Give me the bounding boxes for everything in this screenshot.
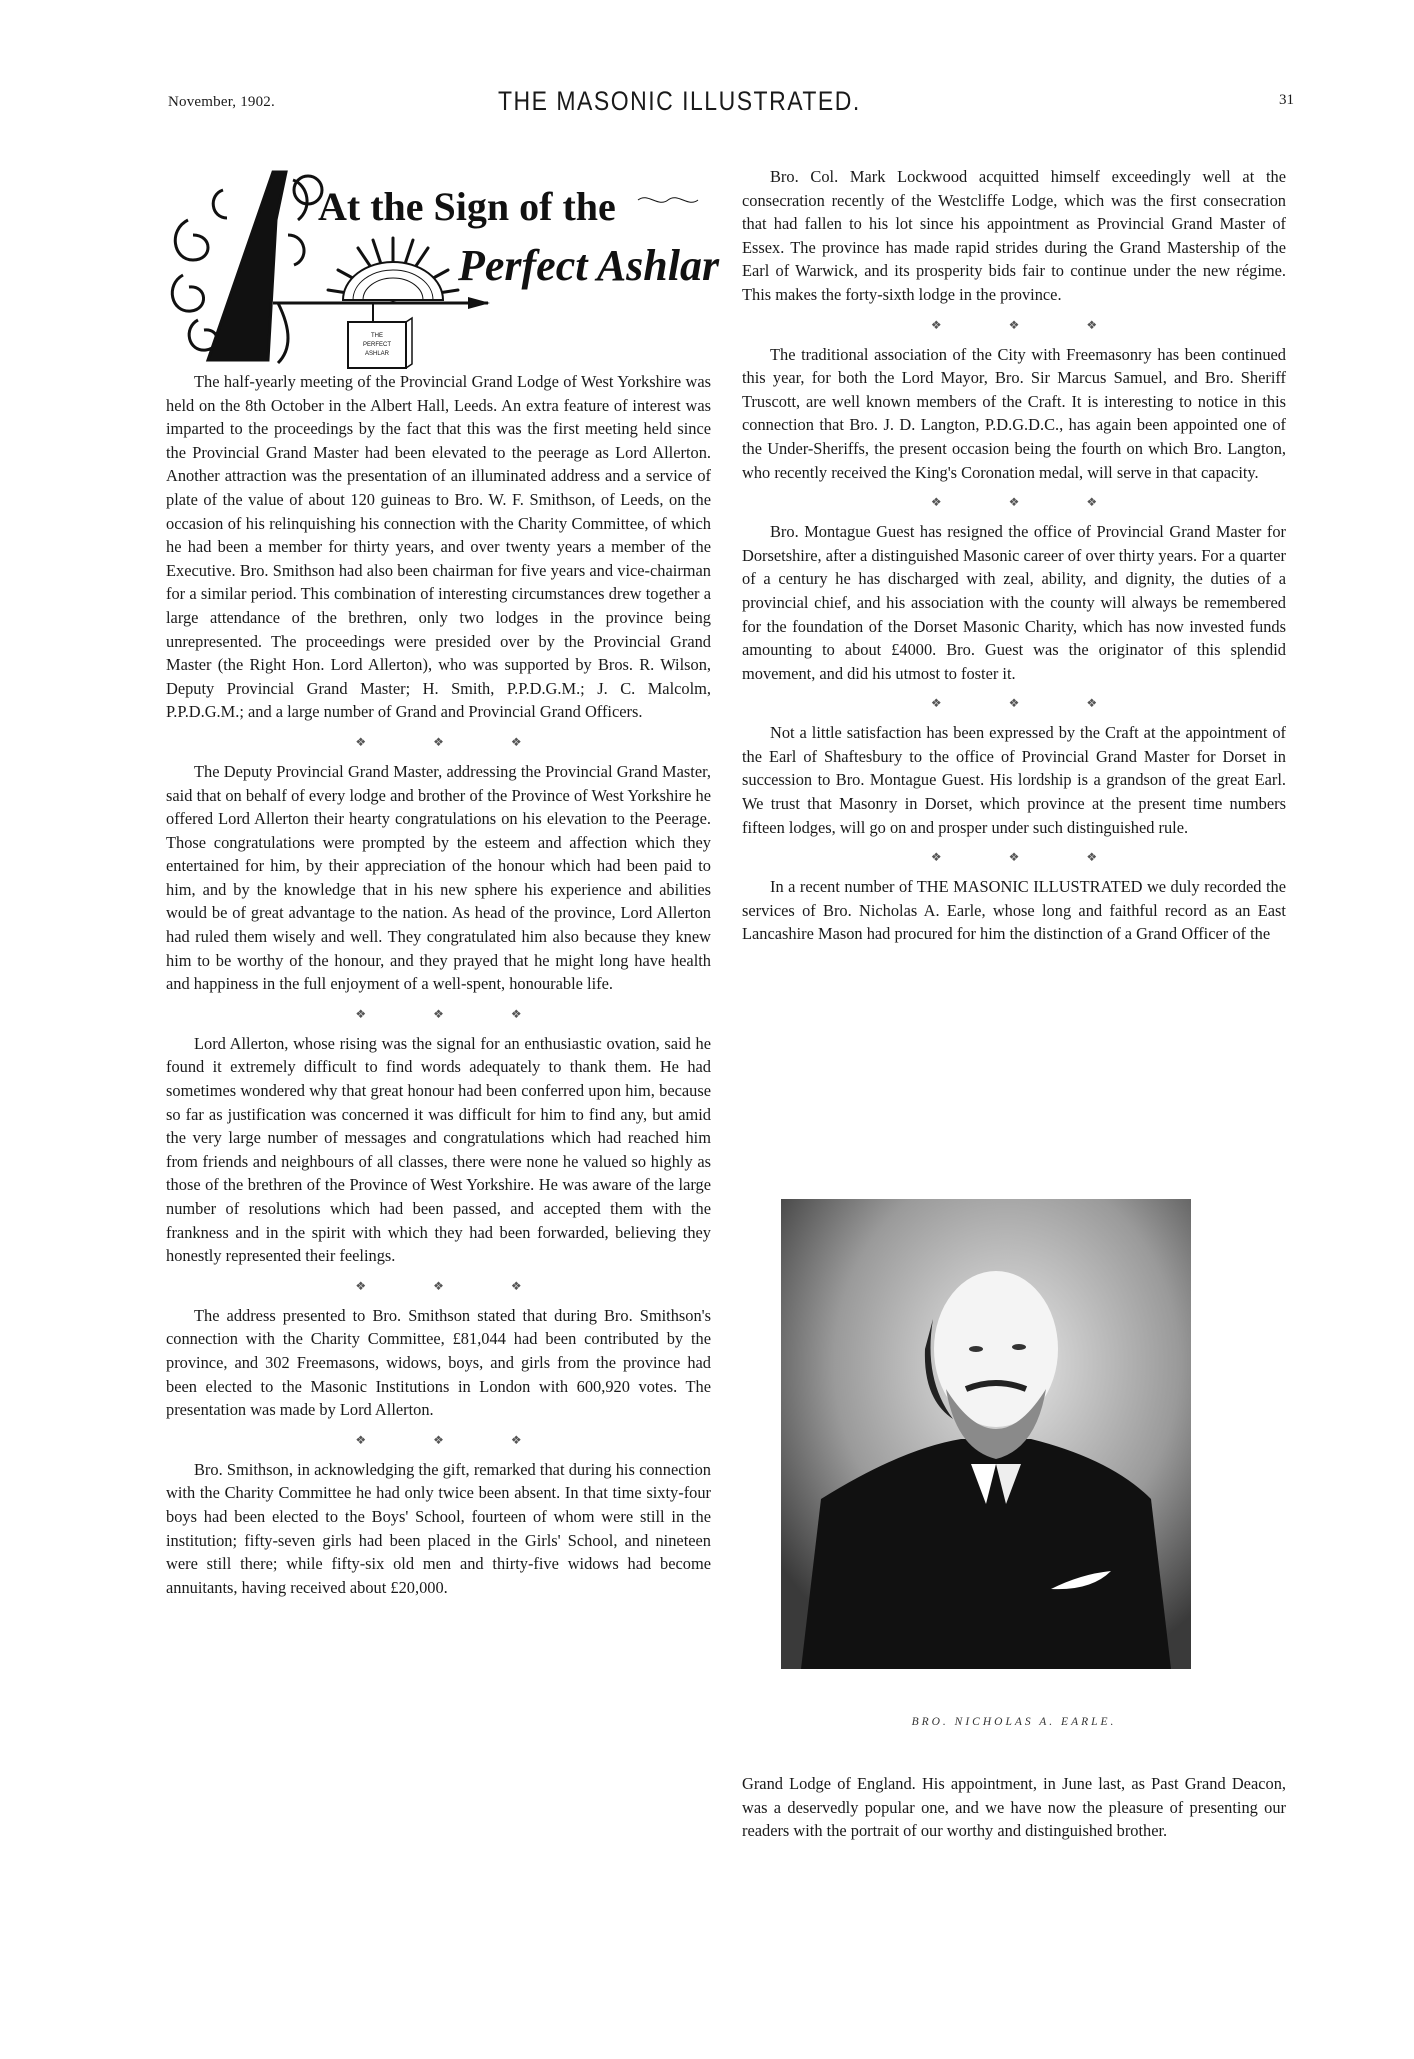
banner-line-1: At the Sign of the (318, 184, 616, 229)
article-paragraph: Not a little satisfaction has been expressed by the Craft at the appointment of the Earl of Shaftesbury to the office of Provincial Grand Master for Dorset in succession to Bro. Montague Guest. His lordship is a grandson of the great Earl. We trust that Masonry in Dorset, which province at the present time numbers fifteen lodges, will go on and prosper under such distinguished rule. (742, 723, 1286, 837)
section-separator-icon: ❖ ❖ ❖ (930, 317, 1130, 332)
svg-text:PERFECT: PERFECT (362, 342, 392, 348)
right-column-continuation (742, 1772, 1286, 1843)
publication-title: THE MASONIC ILLUSTRATED. (498, 85, 861, 116)
running-header (168, 85, 1294, 118)
section-separator-icon: ❖ ❖ ❖ (930, 696, 1130, 711)
section-separator-icon: ❖ ❖ ❖ (355, 1006, 554, 1021)
photo-caption: BRO. NICHOLAS A. EARLE. (911, 1716, 1117, 1728)
section-separator-icon: ❖ ❖ ❖ (930, 495, 1130, 510)
article-paragraph: The half-yearly meeting of the Provincial Grand Lodge of West Yorkshire was held on the 8th October in the Albert Hall, Leeds. An extra feature of interest was imparted to the proceedings by the fact that this was the first meeting held since the Provincial Grand Master had been elevated to the peerage as Lord Allerton. Another attraction was the presentation of an illuminated address and a service of plate of the value of about 120 guineas to Bro. W. F. Smithson, of Leeds, on the occasion of his relinquishing his connection with the Charity Committee, of which he had been a member for thirty years, and over twenty years a member of the Executive. Bro. Smithson had also been chairman for five years and vice-chairman for a similar period. This combination of interesting circumstances drew together a large attendance of the brethren, only two lodges in the province being unrepresented. The proceedings were presided over by the Provincial Grand Master (the Right Hon. Lord Allerton), who was supported by Bros. R. Wilson, Deputy Provincial Grand Master; H. Smith, P.P.D.G.M.; J. C. Malcolm, P.P.D.G.M.; and a large number of Grand and Provincial Grand Officers. (166, 372, 711, 722)
section-separator-icon: ❖ ❖ ❖ (355, 1432, 554, 1447)
svg-text:ASHLAR: ASHLAR (364, 351, 390, 357)
section-separator-icon: ❖ ❖ ❖ (355, 1278, 554, 1293)
section-separator-icon: ❖ ❖ ❖ (355, 734, 554, 749)
article-paragraph: Lord Allerton, whose rising was the signal for an enthusiastic ovation, said he found it extremely difficult to find words adequately to thank them. He had sometimes wondered why that great honour had been conferred upon him, because so far as justification was concerned it was difficult for him to find any, but amid the very large number of messages and congratulations which had reached him from friends and neighbours of all classes, there were none he valued so highly as those of the brethren of the Province of West Yorkshire. He was aware of the large number of resolutions which had been passed, and accepted them with the frankness and in the spirit with which they had been forwarded, believing they honestly represented their feelings. (166, 1033, 711, 1266)
perfect-ashlar-illustration-icon (168, 160, 728, 370)
article-paragraph: Bro. Col. Mark Lockwood acquitted himself exceedingly well at the consecration recently of the Westcliffe Lodge, which was the first consecration that had fallen to his lot since his appointment as Provincial Grand Master of Essex. The province has made rapid strides during the Grand Mastership of the Earl of Warwick, and its prosperity bids fair to continue under the new régime. This makes the forty-sixth lodge in the province. (742, 167, 1286, 304)
portrait-image-icon (781, 1199, 1191, 1669)
article-paragraph: In a recent number of THE MASONIC ILLUSTRATED we duly recorded the services of Bro. Nicholas A. Earle, whose long and faithful record as an East Lancashire Mason had procured for him the distinction of a Grand Officer of the (742, 877, 1286, 944)
article-paragraph: The traditional association of the City with Freemasonry has been continued this year, for both the Lord Mayor, Bro. Sir Marcus Samuel, and Bro. Sheriff Truscott, are well known members of the Craft. It is interesting to notice in this connection that Bro. J. D. Langton, P.D.G.D.C., has again been appointed one of the Under-Sheriffs, the present occasion being the fourth on which Bro. Langton, who recently received the King's Coronation medal, will serve in that capacity. (742, 344, 1286, 482)
portrait-photo (781, 1199, 1191, 1669)
left-column (166, 370, 711, 1599)
svg-text:THE: THE (371, 333, 383, 339)
section-separator-icon: ❖ ❖ ❖ (930, 850, 1130, 865)
right-column (742, 165, 1286, 946)
page-number: 31 (1279, 92, 1294, 108)
article-paragraph: Grand Lodge of England. His appointment, in June last, as Past Grand Deacon, was a deservedly popular one, and we have now the pleasure of presenting our readers with the portrait of our worthy and distinguished brother. (742, 1774, 1286, 1841)
article-paragraph: Bro. Smithson, in acknowledging the gift, remarked that during his connection with the Charity Committee he had only twice been absent. In that time sixty-four boys had been elected to the Boys' School, fourteen of whom were still in the institution; fifty-seven girls had been placed in the Girls' School, and nineteen were still there; while fifty-six old men and thirty-five widows had become annuitants, having received about £20,000. (166, 1459, 711, 1597)
issue-date: November, 1902. (168, 94, 275, 110)
article-paragraph: The Deputy Provincial Grand Master, addressing the Provincial Grand Master, said that on behalf of every lodge and brother of the Province of West Yorkshire he offered Lord Allerton their hearty congratulations on his elevation to the Peerage. Those congratulations were prompted by the esteem and affection which they entertained for him, by their appreciation of the honour which had been paid to him, and by the knowledge that in his new sphere his experience and abilities would be of great advantage to the nation. As head of the province, Lord Allerton had ruled them wisely and well. They congratulated him also because they knew him to be worthy of the honour, and they prayed that he might long have health and happiness in the full enjoyment of a well-spent, honourable life. (166, 761, 711, 994)
column-heading-banner (168, 160, 728, 370)
article-paragraph: The address presented to Bro. Smithson stated that during Bro. Smithson's connection with the Charity Committee, £81,044 had been contributed by the province, and 302 Freemasons, widows, boys, and girls from the province had been elected to the Masonic Institutions in London with 600,920 votes. The presentation was made by Lord Allerton. (166, 1305, 711, 1420)
banner-line-2: Perfect Ashlar (458, 241, 720, 290)
article-paragraph: Bro. Montague Guest has resigned the office of Provincial Grand Master for Dorsetshire, after a distinguished Masonic career of over thirty years. For a quarter of a century he has discharged with zeal, ability, and dignity, the duties of a provincial chief, and his association with the county will always be remembered for the foundation of the Dorset Masonic Charity, which has now invested funds amounting to about £4000. Bro. Guest was the originator of this splendid movement, and did his utmost to foster it. (742, 522, 1286, 683)
